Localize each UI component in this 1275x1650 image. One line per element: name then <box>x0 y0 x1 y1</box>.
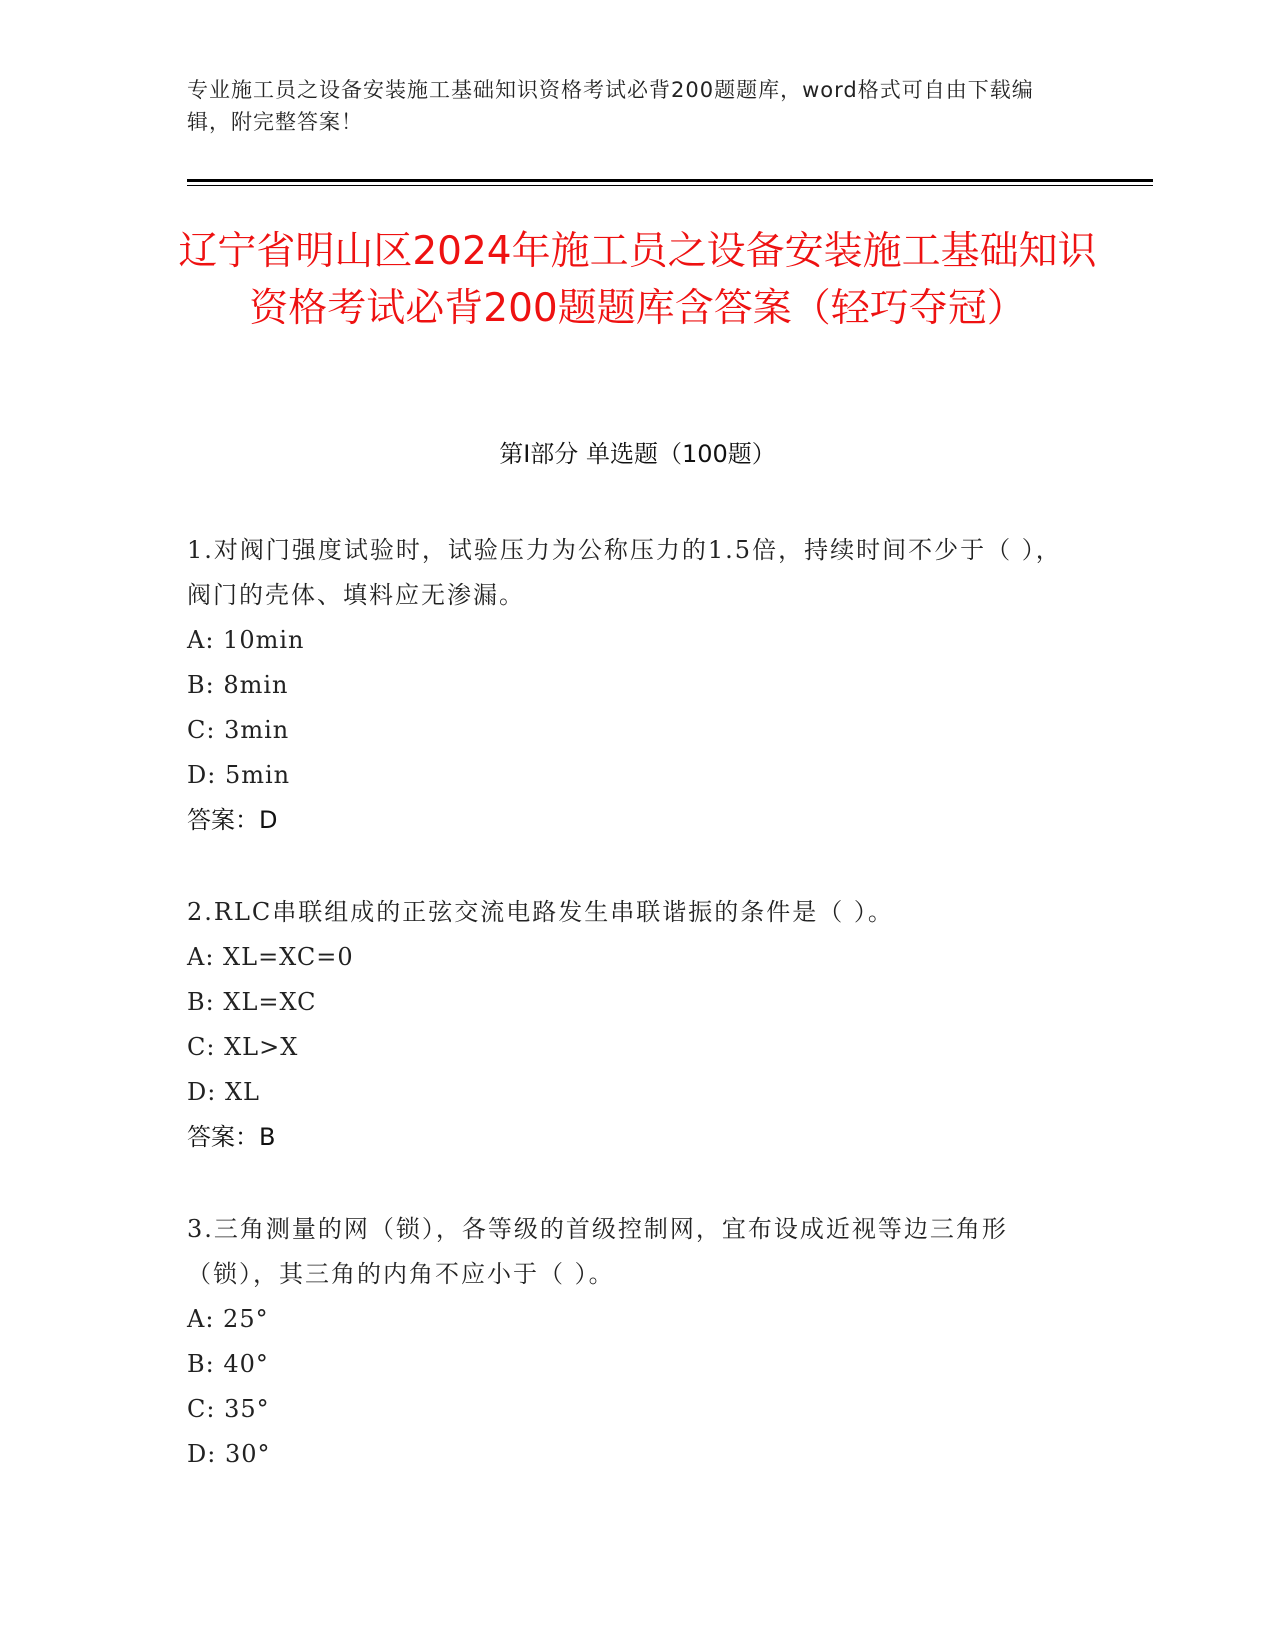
option-c: C: 3min <box>187 716 290 744</box>
question-stem: 3.三角测量的网（锁），各等级的首级控制网，宜布设成近视等边三角形（锁），其三角的内角不应小于（ ）。 <box>187 1215 1008 1288</box>
answer-line: 答案：D <box>187 806 278 834</box>
option-d: D: 5min <box>187 761 291 789</box>
option-b: B: 40° <box>187 1350 269 1378</box>
question-3 <box>187 1207 1067 1477</box>
answer-line: 答案：B <box>187 1123 276 1151</box>
document-title: 辽宁省明山区2024年施工员之设备安装施工基础知识资格考试必背200题题库含答案（轻巧夺冠） <box>178 229 1097 331</box>
question-stem: 2.RLC串联组成的正弦交流电路发生串联谐振的条件是（ ）。 <box>187 898 894 926</box>
option-b: B: XL=XC <box>187 988 317 1016</box>
question-stem: 1.对阀门强度试验时，试验压力为公称压力的1.5倍，持续时间不少于（ ），阀门的壳体、填料应无渗漏。 <box>187 536 1062 609</box>
header-note: 专业施工员之设备安装施工基础知识资格考试必背200题题库，word格式可自由下载编辑，附完整答案！ <box>187 78 1034 134</box>
option-d: D: 30° <box>187 1440 271 1468</box>
option-a: A: 25° <box>187 1305 269 1333</box>
option-a: A: 10min <box>187 626 305 654</box>
header-rule-thick <box>187 179 1153 182</box>
question-list <box>187 528 1067 1524</box>
option-c: C: 35° <box>187 1395 270 1423</box>
header-rule-thin <box>187 185 1153 186</box>
section-heading: 第I部分 单选题（100题） <box>499 440 776 468</box>
option-d: D: XL <box>187 1078 260 1106</box>
question-2 <box>187 890 1067 1160</box>
question-1 <box>187 528 1067 843</box>
option-c: C: XL>X <box>187 1033 299 1061</box>
option-b: B: 8min <box>187 671 289 699</box>
option-a: A: XL=XC=0 <box>187 943 354 971</box>
